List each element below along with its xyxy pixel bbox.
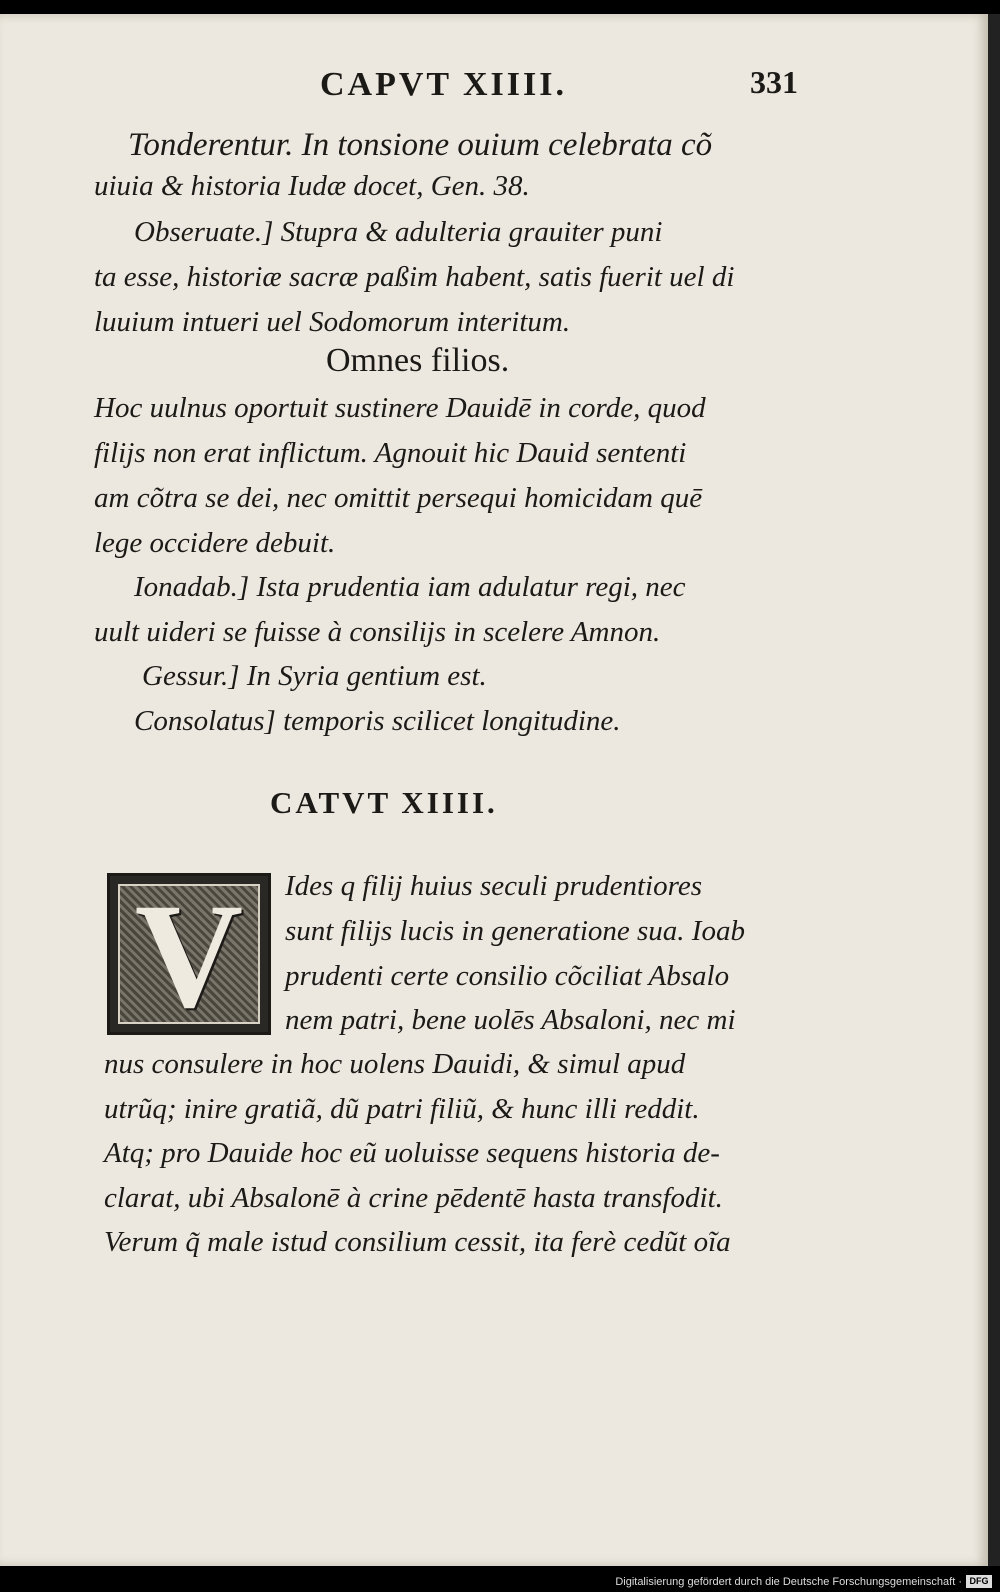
text-line: utrũq; inire gratiã, dũ patri filiũ, & hunc illi reddit. <box>104 1093 700 1125</box>
footer-credit: Digitalisierung gefördert durch die Deutsche Forschungsgemeinschaft · <box>615 1576 962 1588</box>
text-line: Ionadab.] Ista prudentia iam adulatur regi, nec <box>134 571 686 603</box>
text-line: Hoc uulnus oportuit sustinere Dauidē in corde, quod <box>94 392 706 424</box>
text-line: lege occidere debuit. <box>94 527 336 559</box>
running-title: CAPVT XIIII. <box>320 66 567 103</box>
text-line: uiuia & historia Iudæ docet, Gen. 38. <box>94 170 530 202</box>
text-line: Consolatus] temporis scilicet longitudine. <box>134 705 621 737</box>
dfg-logo: DFG <box>966 1575 992 1588</box>
page-edge <box>988 14 1000 1566</box>
initial-letter: V <box>134 873 244 1039</box>
chapter-heading: CATVT XIIII. <box>270 785 498 820</box>
page-number: 331 <box>750 64 798 100</box>
footer-bar <box>0 1568 1000 1592</box>
text-line: uult uideri se fuisse à consilijs in scelere Amnon. <box>94 616 661 648</box>
text-line: am cõtra se dei, nec omittit persequi homicidam quē <box>94 482 703 514</box>
text-line: luuium intueri uel Sodomorum interitum. <box>94 306 571 338</box>
text-line: Obseruate.] Stupra & adulteria grauiter puni <box>134 216 663 248</box>
text-line: clarat, ubi Absalonē à crine pēdentē hasta transfodit. <box>104 1182 723 1214</box>
text-line: ta esse, historiæ sacræ paßim habent, satis fuerit uel di <box>94 261 735 293</box>
text-line: nem patri, bene uolēs Absaloni, nec mi <box>285 1004 736 1036</box>
text-line: Atq; pro Dauide hoc eũ uoluisse sequens historia de- <box>104 1137 720 1169</box>
decorated-initial <box>107 873 271 1039</box>
text-line: Ides q filij huius seculi prudentiores <box>285 870 702 902</box>
text-line: prudenti certe consilio cõciliat Absalo <box>285 960 730 992</box>
text-line: Tonderentur. In tonsione ouium celebrata cõ <box>128 127 713 163</box>
text-line: nus consulere in hoc uolens Dauidi, & simul apud <box>104 1048 686 1080</box>
section-heading: Omnes filios. <box>326 342 510 379</box>
text-line: Gessur.] In Syria gentium est. <box>142 660 487 692</box>
text-line: filijs non erat inflictum. Agnouit hic Dauid sententi <box>94 437 687 469</box>
text-line: Verum q̃ male istud consilium cessit, ita ferè cedũt oĩa <box>104 1226 731 1258</box>
text-line: sunt filijs lucis in generatione sua. Ioab <box>285 915 745 947</box>
